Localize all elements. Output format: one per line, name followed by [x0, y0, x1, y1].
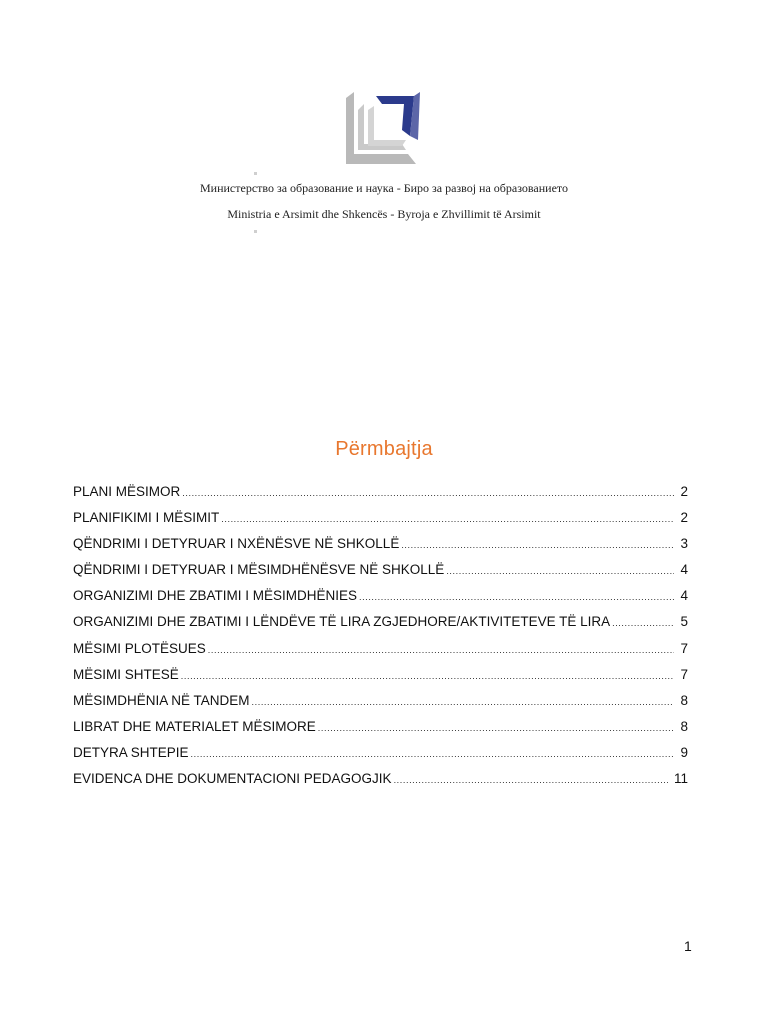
toc-entry-label: QËNDRIMI I DETYRUAR I NXËNËSVE NË SHKOLLË: [73, 536, 400, 552]
toc-entry-page: 7: [680, 640, 688, 656]
toc-entry-page: 4: [680, 588, 688, 604]
toc-entry-label: PLANIFIKIMI I MËSIMIT: [73, 510, 220, 526]
toc-entry-page: 2: [680, 510, 688, 526]
decorative-dot: [254, 172, 257, 175]
toc-leader-dots: [182, 488, 674, 498]
decorative-dot: [254, 230, 257, 233]
toc-entry-page: 8: [680, 692, 688, 708]
toc-entry-label: MËSIMDHËNIA NË TANDEM: [73, 692, 250, 708]
toc-title: Përmbajtja: [335, 438, 433, 460]
toc-entry-label: LIBRAT DHE MATERIALET MËSIMORE: [73, 718, 316, 734]
toc-entry-page: 2: [680, 484, 688, 499]
toc-entry[interactable]: [73, 536, 688, 562]
toc-entry-page: 3: [680, 536, 688, 552]
toc-entry[interactable]: [73, 771, 688, 797]
toc-entry-label: ORGANIZIMI DHE ZBATIMI I LËNDËVE TË LIRA ZGJEDHORE/AKTIVITETEVE TË LIRA: [73, 614, 611, 630]
toc-leader-dots: [446, 566, 674, 576]
toc-entry[interactable]: [73, 719, 688, 745]
toc-entry[interactable]: [73, 484, 688, 510]
toc-entry[interactable]: [73, 745, 688, 771]
toc-entry[interactable]: [73, 614, 688, 640]
toc-entry-page: 8: [680, 718, 688, 734]
table-of-contents: [73, 484, 688, 797]
toc-entry[interactable]: [73, 562, 688, 588]
toc-leader-dots: [318, 723, 675, 733]
toc-leader-dots: [401, 540, 674, 550]
toc-leader-dots: [181, 671, 675, 681]
toc-entry-label: QËNDRIMI I DETYRUAR I MËSIMDHËNËSVE NË SHKOLLË: [73, 562, 445, 578]
toc-leader-dots: [221, 514, 674, 524]
toc-leader-dots: [252, 697, 675, 707]
toc-entry[interactable]: [73, 510, 688, 536]
ministry-logo-icon: [344, 90, 422, 166]
toc-entry-label: MËSIMI SHTESË: [73, 666, 179, 682]
toc-entry[interactable]: [73, 641, 688, 667]
toc-entry-label: MËSIMI PLOTËSUES: [73, 640, 206, 656]
toc-entry-page: 5: [680, 614, 688, 630]
toc-entry-label: ORGANIZIMI DHE ZBATIMI I MËSIMDHËNIES: [73, 588, 358, 604]
toc-entry[interactable]: [73, 667, 688, 693]
toc-leader-dots: [191, 749, 675, 759]
toc-entry-page: 4: [680, 562, 688, 578]
toc-entry-label: DETYRA SHTEPIE: [73, 744, 189, 760]
org-name-albanian: Ministria e Arsimit dhe Shkencës - Byroja e Zhvillimit të Arsimit: [227, 207, 541, 221]
toc-leader-dots: [612, 618, 674, 628]
toc-leader-dots: [208, 645, 675, 655]
toc-leader-dots: [359, 592, 674, 602]
page-number: 1: [684, 938, 692, 954]
org-name-macedonian: Министерство за образование и наука - Биро за развој на образованието: [200, 181, 568, 195]
toc-leader-dots: [394, 775, 668, 785]
toc-entry-page: 7: [680, 666, 688, 682]
toc-entry[interactable]: [73, 693, 688, 719]
toc-entry[interactable]: [73, 588, 688, 614]
toc-entry-page: 9: [680, 744, 688, 760]
toc-entry-label: EVIDENCA DHE DOKUMENTACIONI PEDAGOGJIK: [73, 771, 392, 787]
toc-entry-page: 11: [673, 771, 688, 787]
toc-entry-label: PLANI MËSIMOR: [73, 484, 181, 499]
